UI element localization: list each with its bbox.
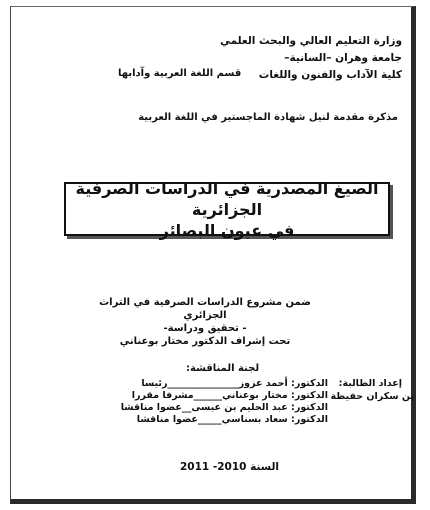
thesis-title-line-1: الصيغ المصدرية في الدراسات الصرفية الجزائرية [75,178,379,219]
committee-members [88,378,328,426]
committee-label: لجنة المناقشة: [186,363,260,374]
committee-member: الدكتور: مختار بوعناني______مشرفا مقررا [131,390,328,401]
university-name: جامعة وهران –السانية– [284,52,402,64]
project-name: ضمن مشروع الدراسات الصرفية في التراث الجزائري [99,297,311,321]
faculty-name: كلية الآداب والفنون واللغات [258,69,402,81]
thesis-title-line-2: في عيون البصائر [159,220,295,240]
department-name: قسم اللغة العربية وآدابها [118,68,242,79]
student-label: إعداد الطالبة: [338,378,402,389]
committee-member: الدكتور: أحمد عزوز_______________رئيسا [141,378,328,389]
thesis-title-box [64,178,390,240]
student-name: بن سكران حفيظة [330,391,414,402]
study-type: - تحقيق ودراسة- [163,323,247,334]
academic-year: السنة 2010- 2011 [180,461,280,473]
committee-member: الدكتور: سعاد بسناسي_____عضوا مناقشا [136,414,328,425]
committee-member: الدكتور: عبد الحليم بن عيسى__عضوا مناقشا [120,402,328,413]
institution-header [220,33,402,84]
memo-statement: مذكرة مقدمة لنيل شهادة الماجستير في اللغة العربية [138,112,398,123]
supervision-line: تحت إشراف الدكتور مختار بوعناني [119,336,291,347]
project-context [95,296,315,348]
ministry-name: وزارة التعليم العالي والبحث العلمي [219,35,402,47]
